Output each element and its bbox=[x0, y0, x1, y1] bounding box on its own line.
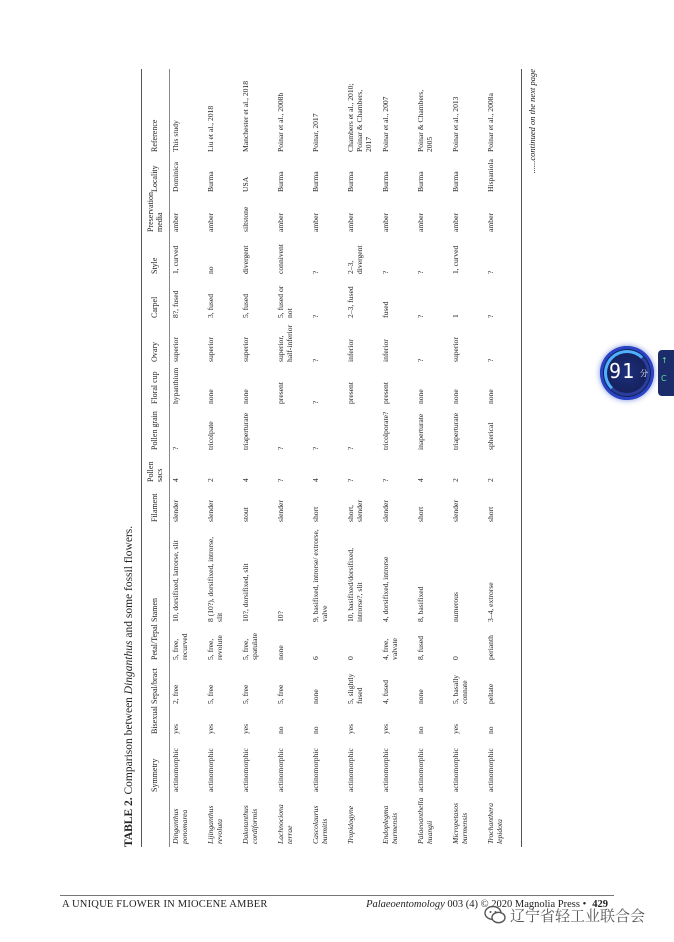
table-cell: 0 bbox=[451, 656, 460, 660]
table-cell: hypanthium bbox=[171, 367, 180, 404]
table-cell: 8 (10?), dorsifixed, introrse, slit bbox=[206, 536, 225, 622]
table-cell: no bbox=[486, 726, 495, 734]
table-cell: short, slender bbox=[346, 500, 365, 522]
table-cell: none bbox=[206, 389, 215, 404]
table-cell: short bbox=[416, 506, 425, 522]
table-cell: actinomorphic bbox=[346, 748, 355, 792]
table-header-row bbox=[141, 75, 169, 847]
score-value: 91 bbox=[609, 359, 636, 383]
table-cell: present bbox=[381, 382, 390, 404]
table-cell: no bbox=[206, 266, 215, 274]
table-cell: present bbox=[276, 382, 285, 404]
table-cell: 4 bbox=[171, 478, 180, 482]
taxon-cell: Endoplegma burmensis bbox=[381, 805, 400, 844]
column-header: Floral cup bbox=[150, 371, 160, 404]
table-cell: ? bbox=[381, 478, 390, 482]
table-cell: Chambers et al., 2010; Poinar & Chambers, 2017 bbox=[346, 83, 374, 152]
table-cell: Burma bbox=[381, 171, 390, 192]
table-cell: spherical bbox=[486, 422, 495, 450]
column-header: Pollen grain bbox=[150, 411, 160, 450]
table-cell: 1, curved bbox=[171, 245, 180, 274]
journal-name: Palaeoentomology bbox=[366, 899, 445, 910]
table-cell: 1, curved bbox=[451, 245, 460, 274]
table-cell: inaperturate bbox=[416, 413, 425, 450]
score-side-tab[interactable] bbox=[658, 350, 674, 396]
column-header: Reference bbox=[150, 119, 160, 152]
arrow-up-icon: ↑ bbox=[661, 356, 668, 365]
table-cell: no bbox=[416, 726, 425, 734]
table-cell: 2–3, fused bbox=[346, 286, 355, 318]
table-cell: 4 bbox=[311, 478, 320, 482]
table-cell: 5, free, recurved bbox=[171, 633, 190, 660]
table-cell: 6 bbox=[311, 656, 320, 660]
page-number: 429 bbox=[592, 899, 608, 910]
table-cell: 5, basally connate bbox=[451, 674, 470, 704]
table-cell: 10?, dorsifixed, slit bbox=[241, 563, 250, 622]
table-cell: Poinar et al., 2013 bbox=[451, 96, 460, 152]
table-cell: ? bbox=[311, 358, 320, 362]
table-cell: amber bbox=[311, 213, 320, 232]
table-cell: none bbox=[486, 389, 495, 404]
journal-issue: 003 (4) © 2020 Magnolia Press bbox=[444, 899, 580, 910]
table-cell: Burma bbox=[416, 171, 425, 192]
table-cell: amber bbox=[416, 213, 425, 232]
table-cell: Manchester et al., 2018 bbox=[241, 80, 250, 152]
table-cell: 8?, fused bbox=[171, 290, 180, 318]
table-cell: 1 bbox=[451, 314, 460, 318]
rotated-table-area bbox=[117, 63, 557, 853]
table-cell: actinomorphic bbox=[416, 748, 425, 792]
table-cell: ? bbox=[311, 270, 320, 274]
table-cell: peltate bbox=[486, 683, 495, 704]
table-cell: 9, basifixed, introrse/ extrorse, valve bbox=[311, 529, 330, 622]
table-cell: 10, dorsifixed, latrorse, slit bbox=[171, 540, 180, 622]
table-cell: 8, basifixed bbox=[416, 586, 425, 622]
table-cell: Poinar et al., 2008a bbox=[486, 93, 495, 152]
taxon-cell: Palaeoanthella huangii bbox=[416, 797, 435, 844]
table-cell: fused bbox=[381, 301, 390, 318]
column-header: Style bbox=[150, 257, 160, 274]
table-cell: Burma bbox=[206, 171, 215, 192]
table-cell: Poinar, 2017 bbox=[311, 113, 320, 152]
table-cell: short bbox=[311, 506, 320, 522]
table-cell: 2 bbox=[486, 478, 495, 482]
table-cell: ? bbox=[311, 314, 320, 318]
table-cell: Poinar & Chambers, 2005 bbox=[416, 89, 435, 152]
table-cell: actinomorphic bbox=[451, 748, 460, 792]
score-unit: 分 bbox=[640, 369, 648, 378]
table-cell: amber bbox=[381, 213, 390, 232]
table-cell: 4, fused bbox=[381, 679, 390, 704]
table-cell: no bbox=[276, 726, 285, 734]
table-cell: ? bbox=[416, 270, 425, 274]
table-cell: actinomorphic bbox=[206, 748, 215, 792]
table-cell: ? bbox=[416, 358, 425, 362]
table-cell: ? bbox=[416, 314, 425, 318]
table-cell: 4, dorsifixed, introrse bbox=[381, 556, 390, 622]
table-cell: slender bbox=[381, 500, 390, 522]
column-header: Stamen bbox=[150, 598, 160, 622]
table-row bbox=[204, 75, 239, 847]
caption-label: TABLE 2. bbox=[123, 797, 135, 847]
comparison-table bbox=[141, 75, 519, 847]
table-cell: inferior bbox=[381, 339, 390, 362]
table-cell: none bbox=[416, 689, 425, 704]
table-cell: 4 bbox=[241, 478, 250, 482]
table-cell: actinomorphic bbox=[486, 748, 495, 792]
table-cell: Liu et al., 2018 bbox=[206, 105, 215, 152]
taxon-cell: Trochanthera lepidota bbox=[486, 802, 505, 844]
table-cell: 3–4, extrorse bbox=[486, 582, 495, 622]
table-cell: Hispaniola bbox=[486, 159, 495, 192]
column-header: Filament bbox=[150, 493, 160, 522]
taxon-cell: Micropetasos burmensis bbox=[451, 802, 470, 844]
table-row bbox=[169, 75, 204, 847]
column-header: Sepal/bract bbox=[150, 668, 160, 704]
caption-genus: Dinganthus bbox=[123, 640, 135, 695]
table-frame bbox=[117, 63, 557, 853]
taxon-cell: Dakotanthus cordiformis bbox=[241, 805, 260, 844]
table-cell: yes bbox=[346, 723, 355, 734]
table-cell: Dominica bbox=[171, 162, 180, 192]
table-cell: ? bbox=[381, 270, 390, 274]
table-row bbox=[309, 75, 344, 847]
table-caption bbox=[123, 526, 135, 847]
column-header: Pollen sacs bbox=[145, 461, 164, 482]
table-cell: ? bbox=[311, 400, 320, 404]
table-cell: slender bbox=[276, 500, 285, 522]
table-cell: superior bbox=[206, 337, 215, 362]
table-cell: none bbox=[451, 389, 460, 404]
table-cell: 2 bbox=[451, 478, 460, 482]
wechat-icon bbox=[484, 905, 506, 925]
table-cell: actinomorphic bbox=[171, 748, 180, 792]
table-cell: actinomorphic bbox=[276, 748, 285, 792]
table-cell: slender bbox=[206, 500, 215, 522]
table-cell: perianth bbox=[486, 635, 495, 660]
table-row bbox=[449, 75, 484, 847]
table-cell: ? bbox=[486, 270, 495, 274]
table-cell: triaperturate bbox=[241, 412, 250, 450]
table-row bbox=[344, 75, 379, 847]
taxon-cell: Dinganthus ponomarea bbox=[171, 808, 190, 844]
table-row bbox=[274, 75, 309, 847]
table-cell: none bbox=[276, 645, 285, 660]
table-cell: yes bbox=[451, 723, 460, 734]
table-cell: ? bbox=[346, 446, 355, 450]
table-cell: 5, free bbox=[206, 684, 215, 704]
footer-bullet: • bbox=[579, 899, 587, 910]
table-cell: slender bbox=[171, 500, 180, 522]
table-cell: amber bbox=[276, 213, 285, 232]
score-widget[interactable] bbox=[600, 346, 674, 400]
taxon-cell: Tropidogyne bbox=[346, 805, 355, 844]
table-row bbox=[379, 75, 414, 847]
column-header: Petal/Tepal bbox=[150, 624, 160, 660]
table-cell: superior, half-inferior bbox=[276, 324, 295, 362]
table-cell: present bbox=[346, 382, 355, 404]
table-cell: tricolporate? bbox=[381, 411, 390, 450]
table-cell: 5, fused bbox=[241, 293, 250, 318]
table-cell: actinomorphic bbox=[381, 748, 390, 792]
table-cell: amber bbox=[346, 213, 355, 232]
table-cell: ? bbox=[276, 446, 285, 450]
table-cell: short bbox=[486, 506, 495, 522]
table-cell: yes bbox=[381, 723, 390, 734]
table-cell: divergent bbox=[241, 245, 250, 274]
watermark-text: 辽宁省轻工业联合会 bbox=[510, 907, 646, 925]
table-cell: ? bbox=[311, 446, 320, 450]
table-cell: ? bbox=[276, 478, 285, 482]
running-title: A UNIQUE FLOWER IN MIOCENE AMBER bbox=[62, 899, 268, 910]
footer-rule bbox=[60, 895, 614, 896]
table-row bbox=[414, 75, 449, 847]
table-cell: yes bbox=[241, 723, 250, 734]
table-cell: superior bbox=[451, 337, 460, 362]
table-cell: 10, basifixed/dorsifixed, introrse?, slit bbox=[346, 547, 365, 622]
table-cell: none bbox=[311, 689, 320, 704]
table-cell: tricolpate bbox=[206, 421, 215, 450]
table-cell: amber bbox=[171, 213, 180, 232]
table-cell: 10? bbox=[276, 611, 285, 622]
table-cell: triaperturate bbox=[451, 412, 460, 450]
table-cell: superior bbox=[241, 337, 250, 362]
table-cell: 0 bbox=[346, 656, 355, 660]
table-cell: Burma bbox=[276, 171, 285, 192]
table-cell: stout bbox=[241, 507, 250, 522]
table-cell: Poinar et al., 2007 bbox=[381, 96, 390, 152]
table-cell: ? bbox=[486, 358, 495, 362]
column-header: Carpel bbox=[150, 296, 160, 318]
column-header: Symmetry bbox=[150, 758, 160, 792]
table-cell: none bbox=[416, 389, 425, 404]
caption-text-after: and some fossil flowers. bbox=[123, 525, 135, 641]
table-cell: actinomorphic bbox=[241, 748, 250, 792]
score-dial bbox=[600, 346, 654, 400]
taxon-cell: Cascolaurus burmitis bbox=[311, 805, 330, 844]
table-cell: This study bbox=[171, 120, 180, 152]
table-cell: 5, free bbox=[241, 684, 250, 704]
table-cell: 4, free, valvate bbox=[381, 638, 400, 660]
table-cell: Burma bbox=[451, 171, 460, 192]
table-row bbox=[484, 75, 519, 847]
table-cell: numerous bbox=[451, 592, 460, 622]
table-cell: 3, fused bbox=[206, 293, 215, 318]
table-cell: superior bbox=[171, 337, 180, 362]
table-cell: 5, slightly fused bbox=[346, 673, 365, 704]
table-cell: actinomorphic bbox=[311, 748, 320, 792]
table-cell: siltstone bbox=[241, 206, 250, 232]
table-cell: amber bbox=[451, 213, 460, 232]
table-cell: slender bbox=[451, 500, 460, 522]
table-cell: yes bbox=[171, 723, 180, 734]
table-cell: Poinar et al., 2008b bbox=[276, 92, 285, 152]
table-cell: 8, fused bbox=[416, 635, 425, 660]
table-cell: ? bbox=[346, 478, 355, 482]
taxon-cell: Lachnociona terrae bbox=[276, 804, 295, 844]
table-cell: Burma bbox=[311, 171, 320, 192]
table-cell: ? bbox=[486, 314, 495, 318]
table-cell: no bbox=[311, 726, 320, 734]
table-cell: 5, free, spatulate bbox=[241, 633, 260, 660]
table-cell: none bbox=[241, 389, 250, 404]
table-bottom-rule bbox=[521, 69, 522, 847]
continued-note: ......continued on the next page bbox=[527, 69, 537, 174]
table-cell: 2, free bbox=[171, 684, 180, 704]
taxon-cell: Lijinganthus revoluta bbox=[206, 805, 225, 844]
table-cell: 5, free, revolute bbox=[206, 635, 225, 660]
table-cell: amber bbox=[206, 213, 215, 232]
table-body bbox=[169, 75, 519, 847]
table-cell: connivent bbox=[276, 244, 285, 274]
table-cell: amber bbox=[486, 213, 495, 232]
table-cell: 2–3, divergent bbox=[346, 245, 365, 274]
table-cell: yes bbox=[206, 723, 215, 734]
table-cell: 5, fused or not bbox=[276, 285, 295, 318]
table-cell: 4 bbox=[416, 478, 425, 482]
table-cell: Burma bbox=[346, 171, 355, 192]
column-header: Bisexual bbox=[150, 706, 160, 734]
column-header: Ovary bbox=[150, 342, 160, 362]
table-cell: 2 bbox=[206, 478, 215, 482]
table-cell: inferior bbox=[346, 339, 355, 362]
caption-text-before: Comparison between bbox=[123, 694, 135, 798]
score-side-text: C bbox=[661, 374, 667, 383]
table-row bbox=[239, 75, 274, 847]
column-header: Locality bbox=[150, 165, 160, 192]
table-cell: ? bbox=[171, 446, 180, 450]
table-cell: 5, free bbox=[276, 684, 285, 704]
column-header bbox=[141, 795, 169, 847]
column-header: Preservation media bbox=[145, 192, 164, 232]
table-cell: USA bbox=[241, 176, 250, 192]
